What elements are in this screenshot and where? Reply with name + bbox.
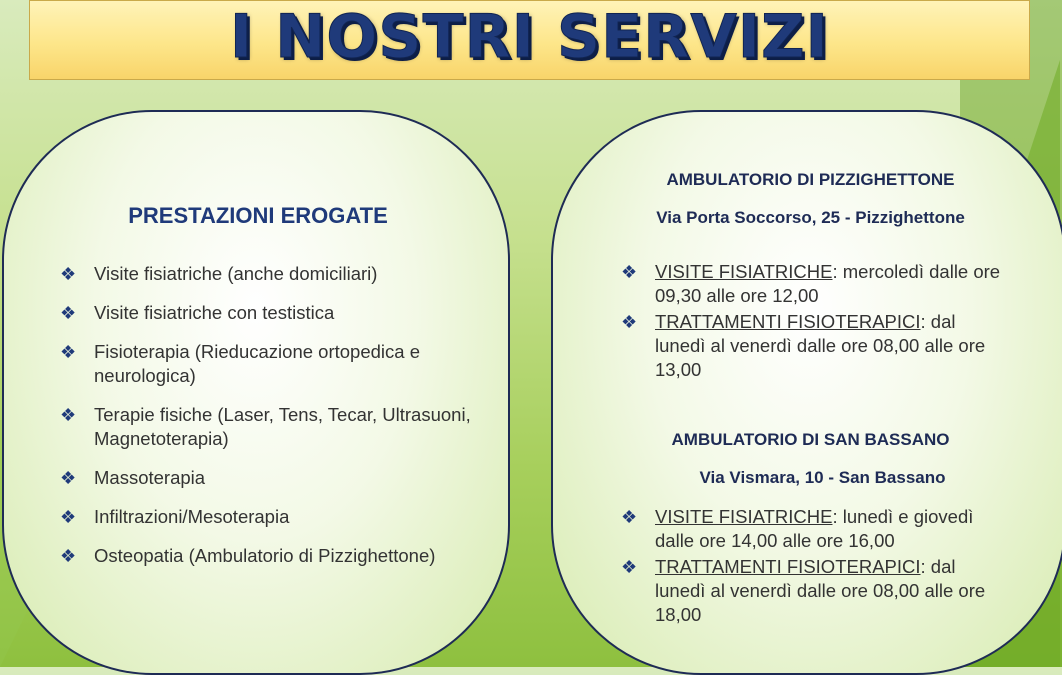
diamond-bullet-icon: ❖: [60, 342, 77, 362]
services-list: [60, 262, 500, 583]
list-item: ❖ VISITE FISIATRICHE: mercoledì dalle ore 09,30 alle ore 12,00: [621, 261, 1001, 306]
diamond-bullet-icon: ❖: [621, 262, 638, 282]
diamond-bullet-icon: ❖: [621, 557, 638, 577]
diamond-bullet-icon: ❖: [621, 507, 638, 527]
diamond-bullet-icon: ❖: [621, 312, 638, 332]
clinic-title-san-bassano: AMBULATORIO DI SAN BASSANO: [671, 430, 950, 449]
list-item: ❖ Massoterapia: [60, 467, 206, 488]
services-panel: [2, 110, 510, 675]
list-item: ❖ Osteopatia (Ambulatorio di Pizzighettone): [60, 545, 436, 566]
clinic-address-pizzighettone: Via Porta Soccorso, 25 - Pizzighettone: [656, 208, 965, 227]
list-item: ❖ Fisioterapia (Rieducazione ortopedica e neurologica): [60, 341, 420, 386]
diamond-bullet-icon: ❖: [60, 546, 77, 566]
list-item: ❖ Infiltrazioni/Mesoterapia: [60, 506, 290, 527]
clinic-schedule-san-bassano: [621, 505, 1001, 629]
clinic-title-pizzighettone: AMBULATORIO DI PIZZIGHETTONE: [666, 170, 955, 189]
list-item: ❖ TRATTAMENTI FISIOTERAPICI: dal lunedì al venerdì dalle ore 08,00 alle ore 18,00: [621, 556, 986, 625]
list-item: ❖ Visite fisiatriche (anche domiciliari): [60, 263, 378, 284]
services-heading: PRESTAZIONI EROGATE: [128, 203, 388, 228]
diamond-bullet-icon: ❖: [60, 303, 77, 323]
diamond-bullet-icon: ❖: [60, 468, 77, 488]
locations-panel: [551, 110, 1062, 675]
page-title: I NOSTRI SERVIZI: [230, 2, 829, 72]
list-item: ❖ TRATTAMENTI FISIOTERAPICI: dal lunedì al venerdì dalle ore 08,00 alle ore 13,00: [621, 311, 986, 380]
list-item: ❖ Visite fisiatriche con testistica: [60, 302, 335, 323]
diamond-bullet-icon: ❖: [60, 264, 77, 284]
clinic-address-san-bassano: Via Vismara, 10 - San Bassano: [699, 468, 946, 487]
list-item: ❖ VISITE FISIATRICHE: lunedì e giovedì dalle ore 14,00 alle ore 16,00: [621, 506, 974, 551]
diamond-bullet-icon: ❖: [60, 405, 77, 425]
clinic-schedule-pizzighettone: [621, 260, 1001, 384]
title-banner: [29, 0, 1030, 80]
diamond-bullet-icon: ❖: [60, 507, 77, 527]
list-item: ❖ Terapie fisiche (Laser, Tens, Tecar, Ultrasuoni, Magnetoterapia): [60, 404, 471, 449]
